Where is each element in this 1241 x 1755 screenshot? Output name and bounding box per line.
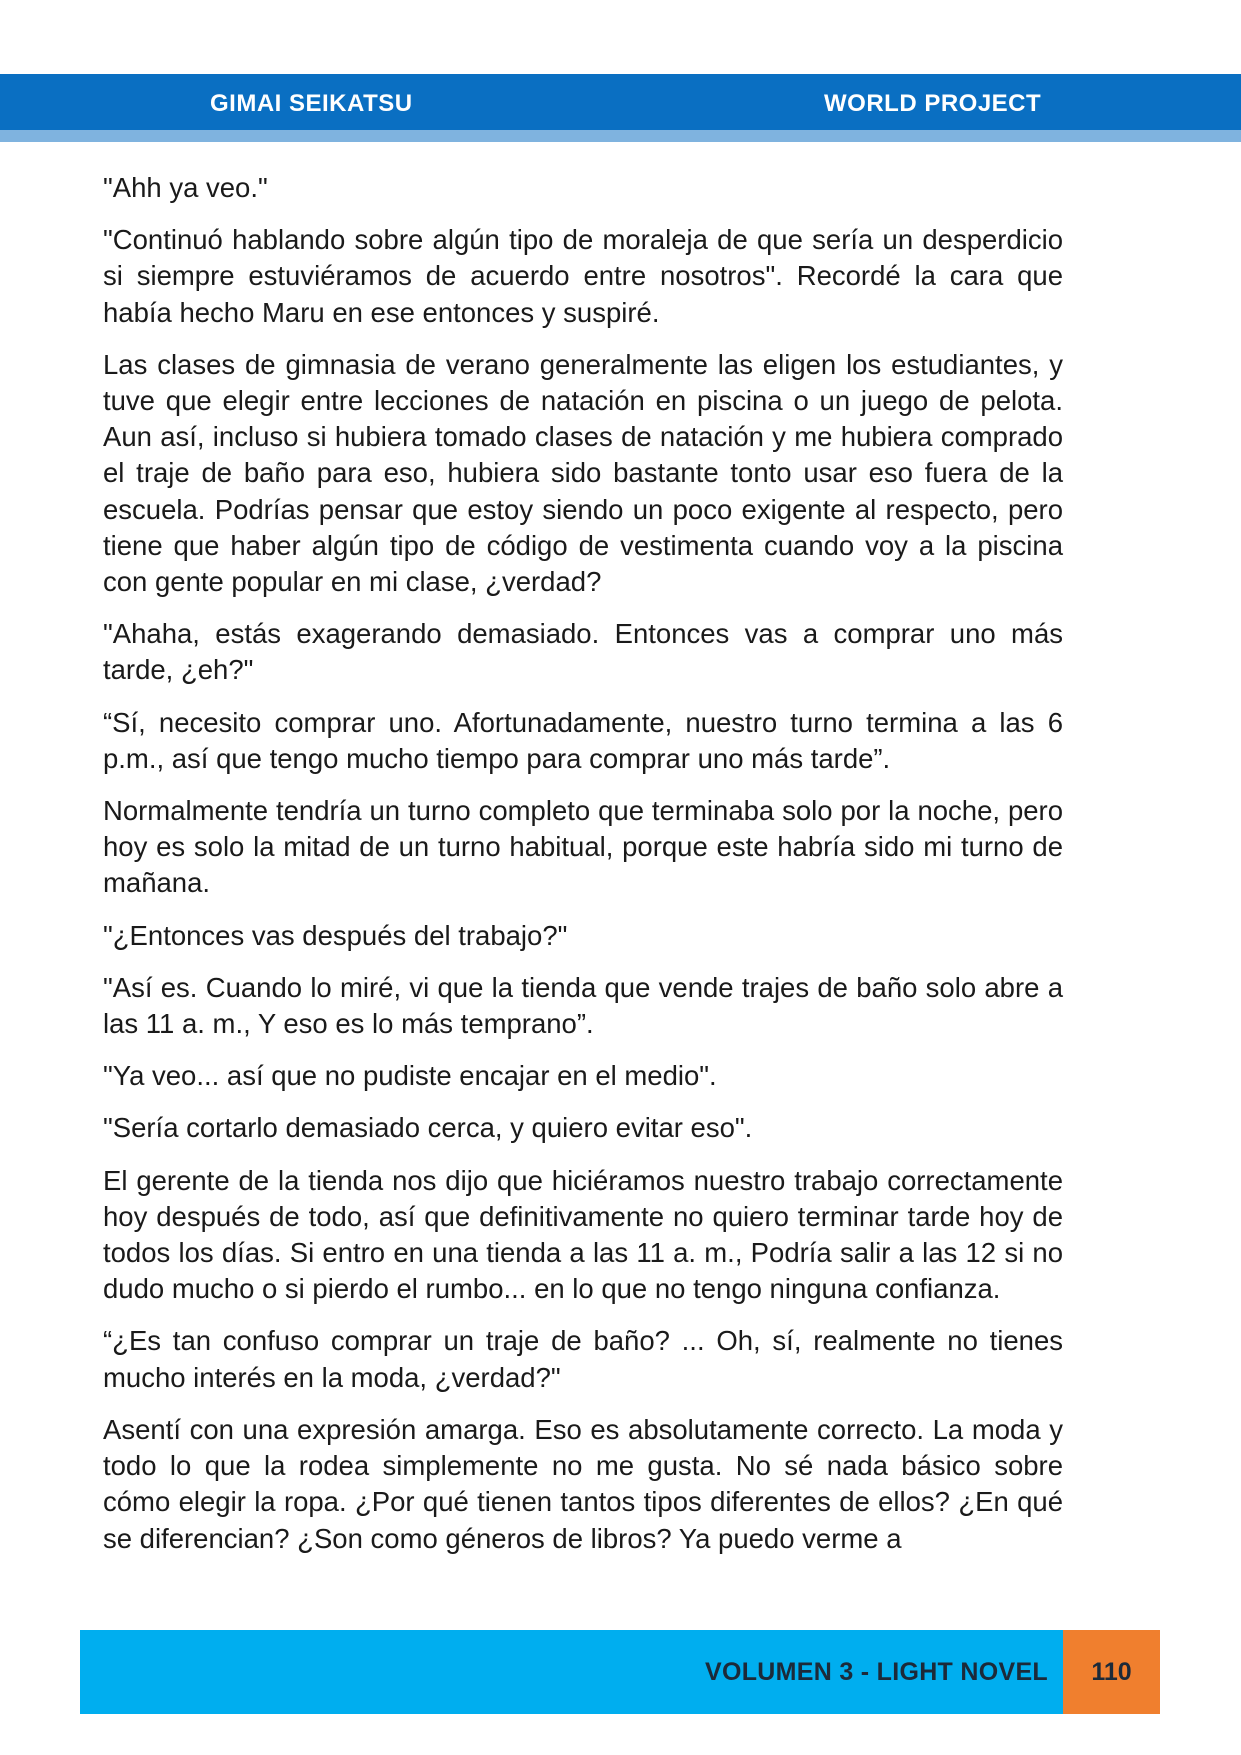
paragraph: “¿Es tan confuso comprar un traje de baño? ... Oh, sí, realmente no tienes mucho interés en la moda, ¿verdad?" [103,1325,1063,1393]
paragraph: “Sí, necesito comprar uno. Afortunadamente, nuestro turno termina a las 6 p.m., así que tengo mucho tiempo para comprar uno más tarde”. [103,706,1063,774]
paragraph: "Sería cortarlo demasiado cerca, y quiero evitar eso". [103,1112,753,1144]
header-series-title: GIMAI SEIKATSU [210,90,413,117]
footer-volume-label: VOLUMEN 3 - LIGHT NOVEL [704,1658,1048,1686]
paragraph: "Ya veo... así que no pudiste encajar en el medio". [103,1060,717,1092]
header-bar [0,74,1241,130]
page-body [103,170,1063,1573]
paragraph: "Ahh ya veo." [103,172,268,203]
header-underline [0,130,1241,142]
page-number: 110 [1063,1630,1160,1714]
paragraph: "Así es. Cuando lo miré, vi que la tienda que vende trajes de baño solo abre a las 11 a. m., Y eso es lo más temprano”. [103,971,1063,1040]
header-publisher-title: WORLD PROJECT [824,90,1042,117]
paragraph: "¿Entonces vas después del trabajo?" [103,919,568,951]
paragraph: "Ahaha, estás exagerando demasiado. Entonces vas a comprar uno más tarde, ¿eh?" [103,618,1063,686]
paragraph: Normalmente tendría un turno completo que terminaba solo por la noche, pero hoy es solo la mitad de un turno habitual, porque este habría sido mi turno de mañana. [103,795,1063,899]
paragraph: El gerente de la tienda nos dijo que hiciéramos nuestro trabajo correctamente hoy después de todo, así que definitivamente no quiero terminar tarde hoy de todos los días. Si entro en una tienda a las 11 a. m., Podría salir a las 12 si no dudo mucho o si pierdo el rumbo... en lo que no tengo ninguna confianza. [103,1164,1063,1305]
paragraph: Asentí con una expresión amarga. Eso es absolutamente correcto. La moda y todo lo que la rodea simplemente no me gusta. No sé nada básico sobre cómo elegir la ropa. ¿Por qué tienen tantos tipos diferentes de ellos? ¿En qué se diferencian? ¿Son como géneros de libros? Ya puedo verme a [103,1413,1063,1554]
paragraph: "Continuó hablando sobre algún tipo de moraleja de que sería un desperdicio si siempre estuviéramos de acuerdo entre nosotros". Recordé la cara que había hecho Maru en ese entonces y suspiré. [103,224,1063,328]
paragraph: Las clases de gimnasia de verano generalmente las eligen los estudiantes, y tuve que elegir entre lecciones de natación en piscina o un juego de pelota. Aun así, incluso si hubiera tomado clases de natación y me hubiera comprado el traje de baño para eso, hubiera sido bastante tonto usar eso fuera de la escuela. Podrías pensar que estoy siendo un poco exigente al respecto, pero tiene que haber algún tipo de código de vestimenta cuando voy a la piscina con gente popular en mi clase, ¿verdad? [103,348,1063,598]
